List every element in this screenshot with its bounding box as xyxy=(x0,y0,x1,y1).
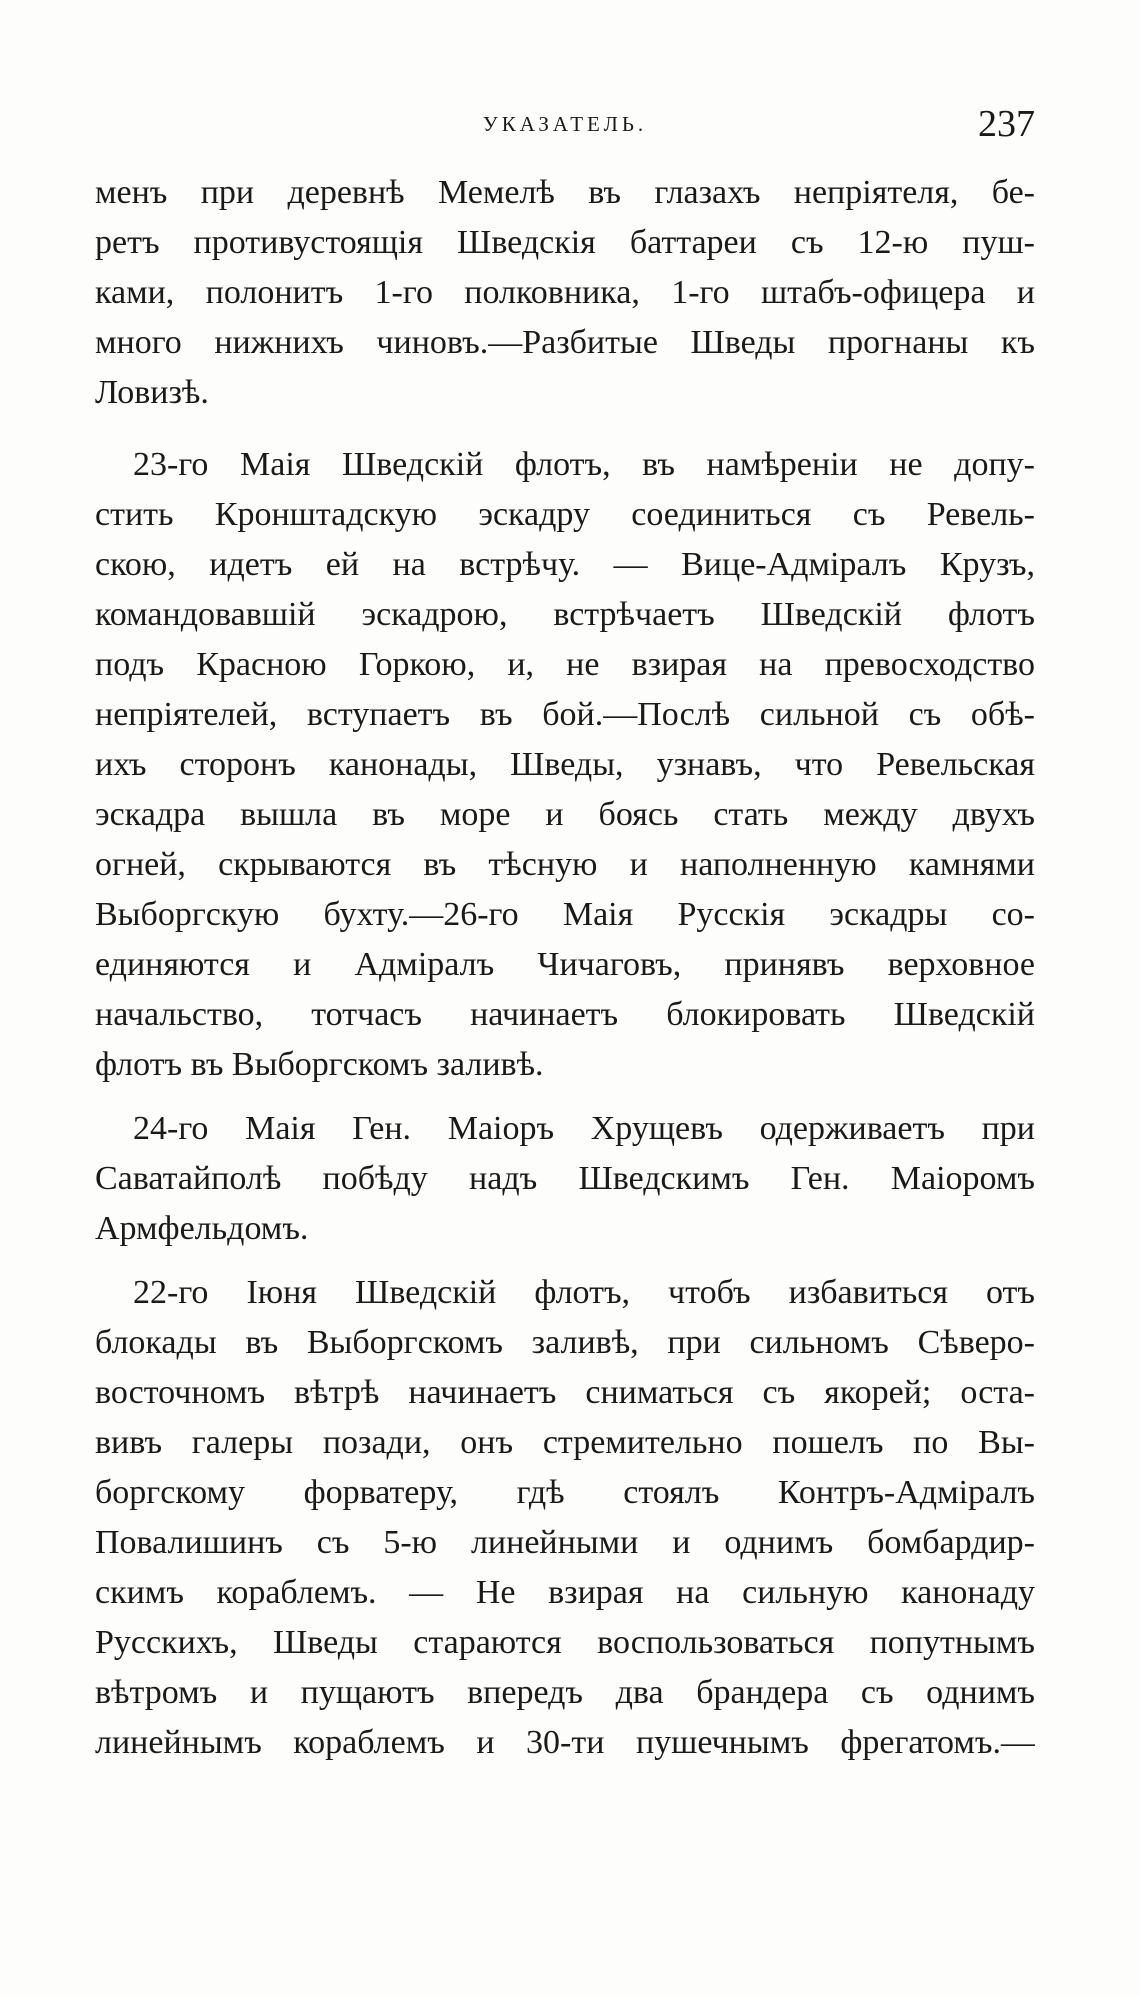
text-line: 22-го Іюня Шведскій флотъ, чтобъ избавиться отъ xyxy=(133,1274,1035,1311)
text-line: единяются и Адміралъ Чичаговъ, принявъ верховное xyxy=(95,946,1035,983)
text-line: Повалишинъ съ 5-ю линейными и однимъ бомбардир- xyxy=(95,1524,1035,1561)
text-line: флотъ въ Выборгскомъ заливѣ. xyxy=(95,1046,544,1083)
text-line: командовавшій эскадрою, встрѣчаетъ Шведскій флотъ xyxy=(95,596,1035,633)
text-line: много нижнихъ чиновъ.—Разбитые Шведы прогнаны къ xyxy=(95,324,1035,361)
text-line: непріятелей, вступаетъ въ бой.—Послѣ сильной съ обѣ- xyxy=(95,696,1035,733)
page-number: 237 xyxy=(978,103,1035,145)
paragraph-1 xyxy=(95,168,1035,418)
text-line: линейнымъ кораблемъ и 30-ти пушечнымъ фрегатомъ.— xyxy=(95,1724,1035,1761)
text-line: Ловизѣ. xyxy=(95,374,209,411)
text-line: скимъ кораблемъ. — Не взирая на сильную канонаду xyxy=(95,1574,1035,1611)
text-line: Русскихъ, Шведы стараются воспользоваться попутнымъ xyxy=(95,1624,1035,1661)
paragraph-gap xyxy=(95,1090,1035,1104)
text-line: эскадра вышла въ море и боясь стать между двухъ xyxy=(95,796,1035,833)
text-line: блокады въ Выборгскомъ заливѣ, при сильномъ Сѣверо- xyxy=(95,1324,1035,1361)
text-line: огней, скрываются въ тѣсную и наполненную камнями xyxy=(95,846,1035,883)
text-line: начальство, тотчасъ начинаетъ блокировать Шведскій xyxy=(95,996,1035,1033)
running-title: УКАЗАТЕЛЬ. xyxy=(482,112,648,136)
text-line: Армфельдомъ. xyxy=(95,1210,309,1247)
body-text xyxy=(95,168,1035,1768)
paragraph-gap xyxy=(95,1254,1035,1268)
text-line: скою, идетъ ей на встрѣчу. — Вице-Адміралъ Крузъ, xyxy=(95,546,1035,583)
paragraph-2 xyxy=(95,440,1035,1090)
text-line: боргскому форватеру, гдѣ стоялъ Контръ-Адміралъ xyxy=(95,1474,1035,1511)
text-line: ихъ сторонъ канонады, Шведы, узнавъ, что Ревельская xyxy=(95,746,1035,783)
text-line: стить Кронштадскую эскадру соединиться съ Ревель- xyxy=(95,496,1035,533)
paragraph-3 xyxy=(95,1104,1035,1254)
text-line: Саватайполѣ побѣду надъ Шведскимъ Ген. Маіоромъ xyxy=(95,1160,1035,1197)
paragraph-4 xyxy=(95,1268,1035,1768)
text-line: восточномъ вѣтрѣ начинаетъ сниматься съ якорей; оста- xyxy=(95,1374,1035,1411)
text-line: Выборгскую бухту.—26-го Маія Русскія эскадры со- xyxy=(95,896,1035,933)
paragraph-gap xyxy=(95,418,1035,440)
running-head xyxy=(95,102,1035,152)
text-line: подъ Красною Горкою, и, не взирая на превосходство xyxy=(95,646,1035,683)
text-line: 24-го Маія Ген. Маіоръ Хрущевъ одерживаетъ при xyxy=(133,1110,1035,1147)
text-line: ками, полонитъ 1-го полковника, 1-го штабъ-офицера и xyxy=(95,274,1035,311)
text-line: менъ при деревнѣ Мемелѣ въ глазахъ непріятеля, бе- xyxy=(95,174,1035,211)
text-line: 23-го Маія Шведскій флотъ, въ намѣреніи не допу- xyxy=(133,446,1035,483)
text-line: вѣтромъ и пущаютъ впередъ два брандера съ однимъ xyxy=(95,1674,1035,1711)
text-line: вивъ галеры позади, онъ стремительно пошелъ по Вы- xyxy=(95,1424,1035,1461)
text-line: ретъ противустоящія Шведскія баттареи съ 12-ю пуш- xyxy=(95,224,1035,261)
